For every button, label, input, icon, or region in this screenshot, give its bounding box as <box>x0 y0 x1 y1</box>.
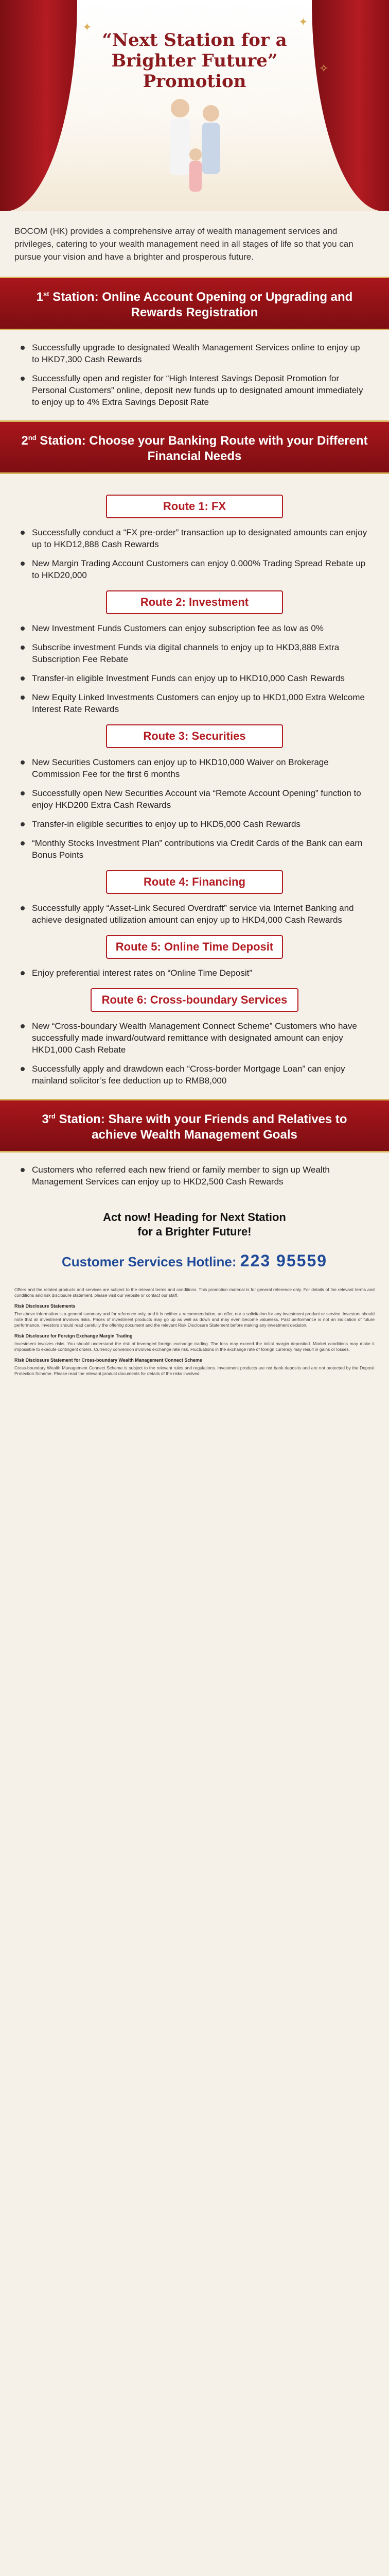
route-4-label: Route 4: Financing <box>106 870 283 894</box>
list-item: Transfer-in eligible securities to enjoy up to HKD5,000 Cash Rewards <box>21 818 368 830</box>
station-3-section <box>0 1153 389 1200</box>
fx-risk-paragraph: Investment involves risks. You should understand the risk of leveraged foreign exchange trading. The loss may exceed the initial margin deposited. Market conditions may make it impossible to execute contingent orders. Currency conversion involves exchange rate risk. Fluctuations in the exchange rate of foreign currency may result in gains or losses. <box>14 1341 375 1352</box>
curtain-left <box>0 0 77 211</box>
hotline-number[interactable]: 223 95559 <box>240 1251 328 1270</box>
route-3-label: Route 3: Securities <box>106 724 283 748</box>
fine-print <box>0 1282 389 1385</box>
route-6-label: Route 6: Cross-boundary Services <box>91 988 298 1012</box>
star-icon: ✧ <box>319 62 329 75</box>
station-2-banner: 2nd Station: Choose your Banking Route with your Different Financial Needs <box>0 420 389 474</box>
fx-risk-heading: Risk Disclosure for Foreign Exchange Margin Trading <box>14 1333 133 1338</box>
list-item: Successfully upgrade to designated Wealth Management Services online to enjoy up to HKD7,300 Cash Rewards <box>21 342 368 365</box>
station-2-section <box>0 474 389 1099</box>
disclaimer-paragraph: Offers and the related products and services are subject to the relevant terms and conditions. This promotion material is for general reference only. For details of the relevant terms and conditions and risk disclosure statement, please visit our website or contact our staff. <box>14 1287 375 1298</box>
list-item: Enjoy preferential interest rates on “Online Time Deposit” <box>21 967 368 979</box>
station-1-banner: 1st Station: Online Account Opening or Upgrading and Rewards Registration <box>0 277 389 330</box>
route-5-label: Route 5: Online Time Deposit <box>106 935 283 959</box>
page-title: “Next Station for a Brighter Future” Promotion <box>102 30 287 92</box>
list-item: New Securities Customers can enjoy up to HKD10,000 Waiver on Brokerage Commission Fee for the first 6 months <box>21 756 368 780</box>
station-1-section <box>0 330 389 420</box>
star-icon: ✦ <box>298 15 308 28</box>
list-item: New Equity Linked Investments Customers can enjoy up to HKD1,000 Extra Welcome Interest Rate Rewards <box>21 691 368 715</box>
station-3-banner: 3rd Station: Share with your Friends and Relatives to achieve Wealth Management Goals <box>0 1099 389 1153</box>
list-item: Successfully open New Securities Account via “Remote Account Opening” function to enjoy HKD200 Extra Cash Rewards <box>21 787 368 811</box>
list-item: Successfully open and register for “High Interest Savings Deposit Promotion for Personal Customers” online, deposit new funds up to designated amount immediately to enjoy up to 4% Extra Savings Deposit Rate <box>21 372 368 408</box>
hotline-label: Customer Services Hotline: <box>61 1254 237 1269</box>
list-item: Successfully conduct a “FX pre-order” transaction up to designated amounts can enjoy up to HKD12,888 Cash Rewards <box>21 527 368 550</box>
risk-heading: Risk Disclosure Statements <box>14 1303 76 1309</box>
list-item: New Investment Funds Customers can enjoy subscription fee as low as 0% <box>21 622 368 634</box>
wmc-risk-heading: Risk Disclosure Statement for Cross-boundary Wealth Management Connect Scheme <box>14 1358 202 1363</box>
list-item: New “Cross-boundary Wealth Management Connect Scheme” Customers who have successfully made inward/outward remittance with designated amount can enjoy HKD1,000 Cash Rebate <box>21 1020 368 1056</box>
route-2-label: Route 2: Investment <box>106 590 283 614</box>
list-item: Subscribe investment Funds via digital channels to enjoy up to HKD3,888 Extra Subscription Fee Rebate <box>21 641 368 665</box>
list-item: Transfer-in eligible Investment Funds can enjoy up to HKD10,000 Cash Rewards <box>21 672 368 684</box>
list-item: Customers who referred each new friend or family member to sign up Wealth Management Services can enjoy up to HKD2,500 Cash Rewards <box>21 1164 368 1188</box>
cta-line-2: for a Brighter Future! <box>137 1225 252 1238</box>
list-item: Successfully apply “Asset-Link Secured Overdraft” service via Internet Banking and achieve designated utilization amount can enjoy up to HKD4,000 Cash Rewards <box>21 902 368 926</box>
route-1-label: Route 1: FX <box>106 495 283 518</box>
star-icon: ✦ <box>82 21 92 33</box>
cta-line-1: Act now! Heading for Next Station <box>103 1211 286 1224</box>
list-item: New Margin Trading Account Customers can enjoy 0.000% Trading Spread Rebate up to HKD20,000 <box>21 557 368 581</box>
hotline <box>0 1244 389 1282</box>
curtain-right <box>312 0 389 211</box>
intro-paragraph: BOCOM (HK) provides a comprehensive array of wealth management services and privileges, catering to your wealth management need in all stages of life so that you can pursue your vision and have a brighter and prosperous future. <box>14 226 353 262</box>
list-item: Successfully apply and drawdown each “Cross-border Mortgage Loan” can enjoy mainland solicitor’s fee deduction up to RMB8,000 <box>21 1063 368 1087</box>
risk-paragraph: The above information is a general summary and for reference only, and it is neither a recommendation, an offer, nor a solicitation for any investment product or service. Investors should note that all investment involves risks. Prices of investment products may go up as well as down and may even become valueless. Past performance is not an indication of future performance. Investors should read carefully the offering document and the relevant Risk Disclosure Statement before making any investment decision. <box>14 1311 375 1328</box>
wmc-risk-paragraph: Cross-boundary Wealth Management Connect Scheme is subject to the relevant rules and regulations. Investment products are not bank deposits and are not protected by the Deposit Protection Scheme. Please read the relevant product documents for details of the risks involved. <box>14 1365 375 1376</box>
call-to-action <box>0 1200 389 1244</box>
family-illustration <box>154 77 237 211</box>
list-item: “Monthly Stocks Investment Plan” contributions via Credit Cards of the Bank can earn Bonus Points <box>21 837 368 861</box>
hero-banner <box>0 0 389 211</box>
